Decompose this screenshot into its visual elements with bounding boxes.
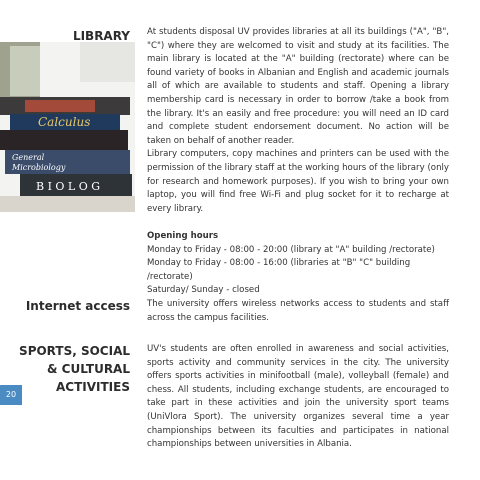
book-title-biology: B I O L O G: [36, 180, 101, 193]
library-paragraph-2: Library computers, copy machines and printers can be used with the permission of the library staff at the working hours of the library (only for research and homework purposes). If you wish to bring your own laptop, you will find free Wi-Fi and plug socket for it to recharge at every library.: [147, 149, 449, 214]
opening-hours-line-1: Monday to Friday - 08:00 - 20:00 (library at "A" building /rectorate): [147, 244, 435, 255]
book-title-general: General: [12, 153, 45, 162]
opening-hours-line-2: Monday to Friday - 08:00 - 16:00 (libraries at "B" "C" building /rectorate): [147, 258, 411, 282]
library-paragraph-1: At students disposal UV provides libraries at all its buildings ("A", "B", "C") where they are welcomed to visit and study at its facilities. The main library is located at the "A" building (rectorate) where can be found variety of books in Albanian and English and academic journals all of which are available to students and staff. Opening a library membership card is necessary in order to borrow /take a book from the library. It's an easily and free procedure: you will need an ID card and complete student endorsement document. No action will be taken on behalf of another reader.: [147, 27, 449, 146]
library-text-block: [147, 26, 449, 298]
internet-text: The university offers wireless networks access to students and staff across the campus facilities.: [147, 299, 449, 323]
internet-heading: Internet access: [25, 299, 130, 313]
opening-hours-line-3: Saturday/ Sunday - closed: [147, 285, 260, 296]
sports-text: UV's students are often enrolled in awareness and social activities, sports activity and community services in the city. The university offers sports activities in minifootball (male), volleyball (female) and chess. All students, including exchange students, are encouraged to take part in these activities and join the university sport teams (UniVlora Sport). The university organizes several time a year championships between its faculties and participates in national championships between universities in Albania.: [147, 344, 449, 450]
page-number: 20: [5, 390, 17, 399]
book-title-microbiology: Microbiology: [12, 163, 66, 172]
sports-heading: [19, 342, 130, 396]
sports-heading-line-2: & CULTURAL: [47, 362, 130, 376]
library-books-photo: [0, 42, 135, 212]
library-heading: LIBRARY: [72, 29, 130, 43]
library-paragraph-spacer: [147, 216, 449, 230]
sports-heading-line-3: ACTIVITIES: [56, 380, 130, 394]
sports-heading-line-1: SPORTS, SOCIAL: [19, 344, 130, 358]
book-title-calculus: Calculus: [38, 115, 91, 129]
opening-hours-title: Opening hours: [147, 230, 219, 241]
